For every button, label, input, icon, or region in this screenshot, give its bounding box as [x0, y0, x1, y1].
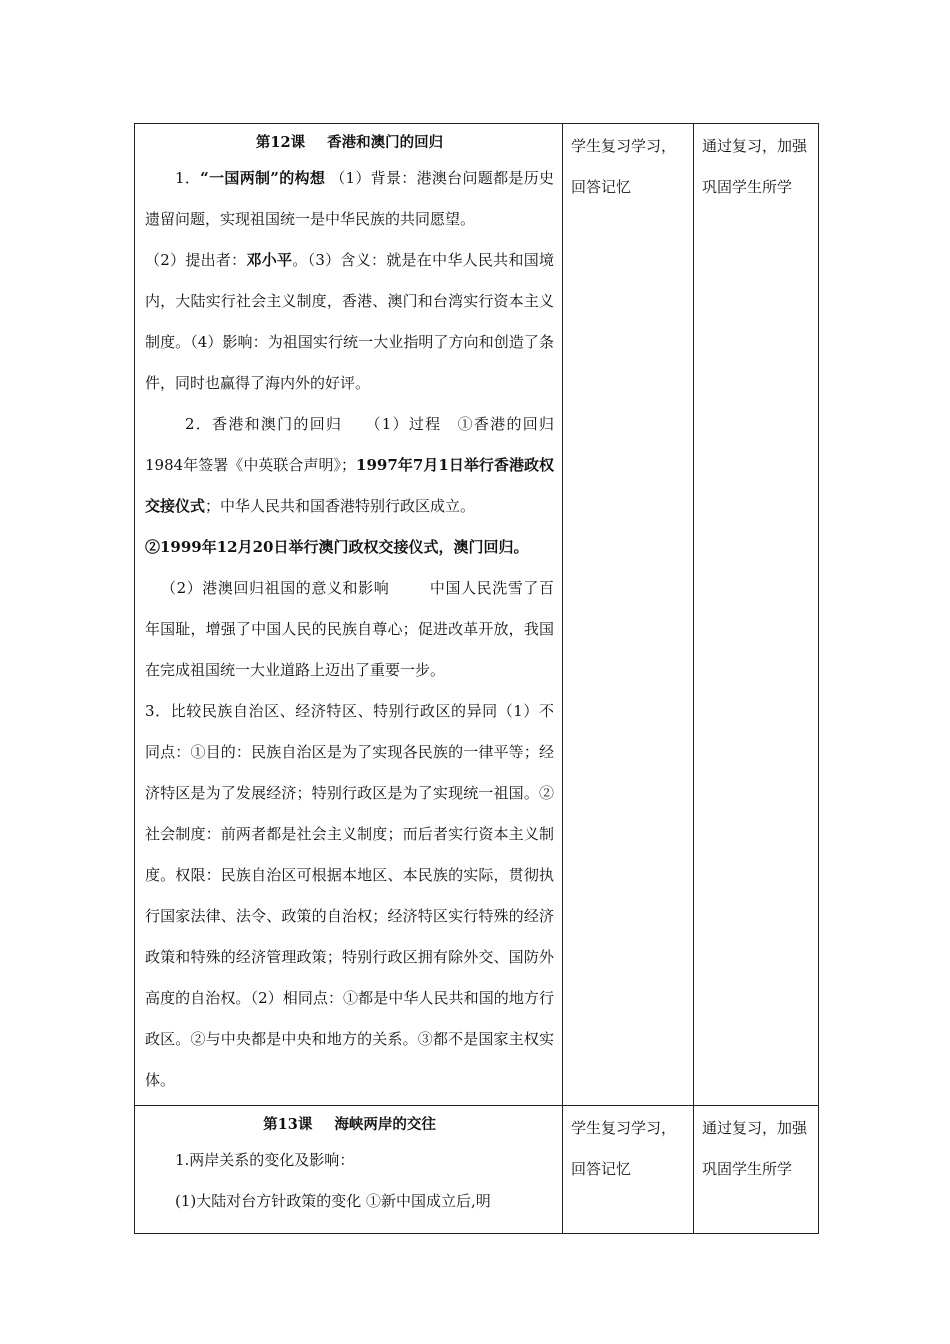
student-activity-cell: [563, 124, 694, 1106]
point-text: （1）过程 ①香港的回归1984年签署《中英联合声明》；: [145, 415, 555, 474]
point-text: ；中华人民共和国香港特别行政区成立。: [205, 497, 476, 515]
design-purpose-cell: [694, 1106, 819, 1234]
paragraph-comparison: 3．比较民族自治区、经济特区、特别行政区的异同（1）不同点：①目的：民族自治区是为了实现各民族的一律平等；经济特区是为了发展经济；特别行政区是为了实现统一祖国。②社会制度：前两者都是社会主义制度；而后者实行资本主义制度。权限：民族自治区可根据本地区、本民族的实际，贯彻执行国家法律、法令、政策的自治权；经济特区实行特殊的经济政策和特殊的经济管理政策；特别行政区拥有除外交、国防外高度的自治权。（2）相同点：①都是中华人民共和国的地方行政区。②与中央都是中央和地方的关系。③都不是国家主权实体。: [145, 702, 554, 1089]
student-activity: 学生复习学习，回答记忆: [571, 1119, 677, 1178]
paragraph-macau-return: ②1999年12月20日举行澳门政权交接仪式，澳门回归。: [145, 538, 529, 556]
paragraph-one-country-two-systems: [145, 158, 554, 240]
point-heading: 2．香港和澳门的回归: [185, 415, 343, 433]
lesson-number: 第12课: [255, 134, 306, 151]
design-purpose-cell: [694, 124, 819, 1106]
lesson-title: [145, 128, 554, 158]
lesson-name: 海峡两岸的交往: [334, 1116, 436, 1133]
point-heading: “一国两制”的构想: [200, 169, 326, 187]
point-text: 中国人民洗雪了百年国耻，增强了中国人民的民族自尊心；促进改革开放，我国在完成祖国统一大业道路上迈出了重要一步。: [145, 579, 554, 679]
table-row-lesson-13: [135, 1106, 819, 1234]
content-cell: [135, 124, 563, 1106]
lesson-name: 香港和澳门的回归: [327, 134, 444, 151]
point-text: （1）背景：港澳台问题都是历史遗留问题，实现祖国统一是中华民族的共同愿望。: [145, 169, 554, 228]
paragraph-significance: [145, 568, 554, 691]
point-number: 1．: [175, 169, 201, 187]
paragraph-policy-change: (1)大陆对台方针政策的变化 ①新中国成立后,明: [175, 1192, 491, 1210]
point-text: 。（3）含义：就是在中华人民共和国境内，大陆实行社会主义制度，香港、澳门和台湾实行资本主义制度。（4）影响：为祖国实行统一大业指明了方向和创造了条件，同时也赢得了海内外的好评。: [145, 251, 554, 392]
student-activity: 学生复习学习，回答记忆: [571, 137, 677, 196]
content-cell: [135, 1106, 563, 1234]
proposer-name: 邓小平: [246, 251, 293, 269]
student-activity-cell: [563, 1106, 694, 1234]
highlight-text: 1997年7月1日举行香港政权交接仪式: [145, 456, 554, 515]
review-table: [134, 123, 819, 1234]
lesson-title: [145, 1110, 554, 1140]
paragraph-cross-strait: 1.两岸关系的变化及影响：: [175, 1151, 355, 1169]
paragraph-return: [145, 404, 554, 527]
design-purpose: 通过复习，加强巩固学生所学: [702, 1119, 808, 1178]
point-text: （2）提出者：: [145, 251, 247, 269]
paragraph-proposer: [145, 240, 554, 404]
design-purpose: 通过复习，加强巩固学生所学: [702, 137, 808, 196]
point-heading: （2）港澳回归祖国的意义和影响: [161, 579, 390, 597]
table-row-lesson-12: [135, 124, 819, 1106]
lesson-number: 第13课: [263, 1116, 313, 1133]
